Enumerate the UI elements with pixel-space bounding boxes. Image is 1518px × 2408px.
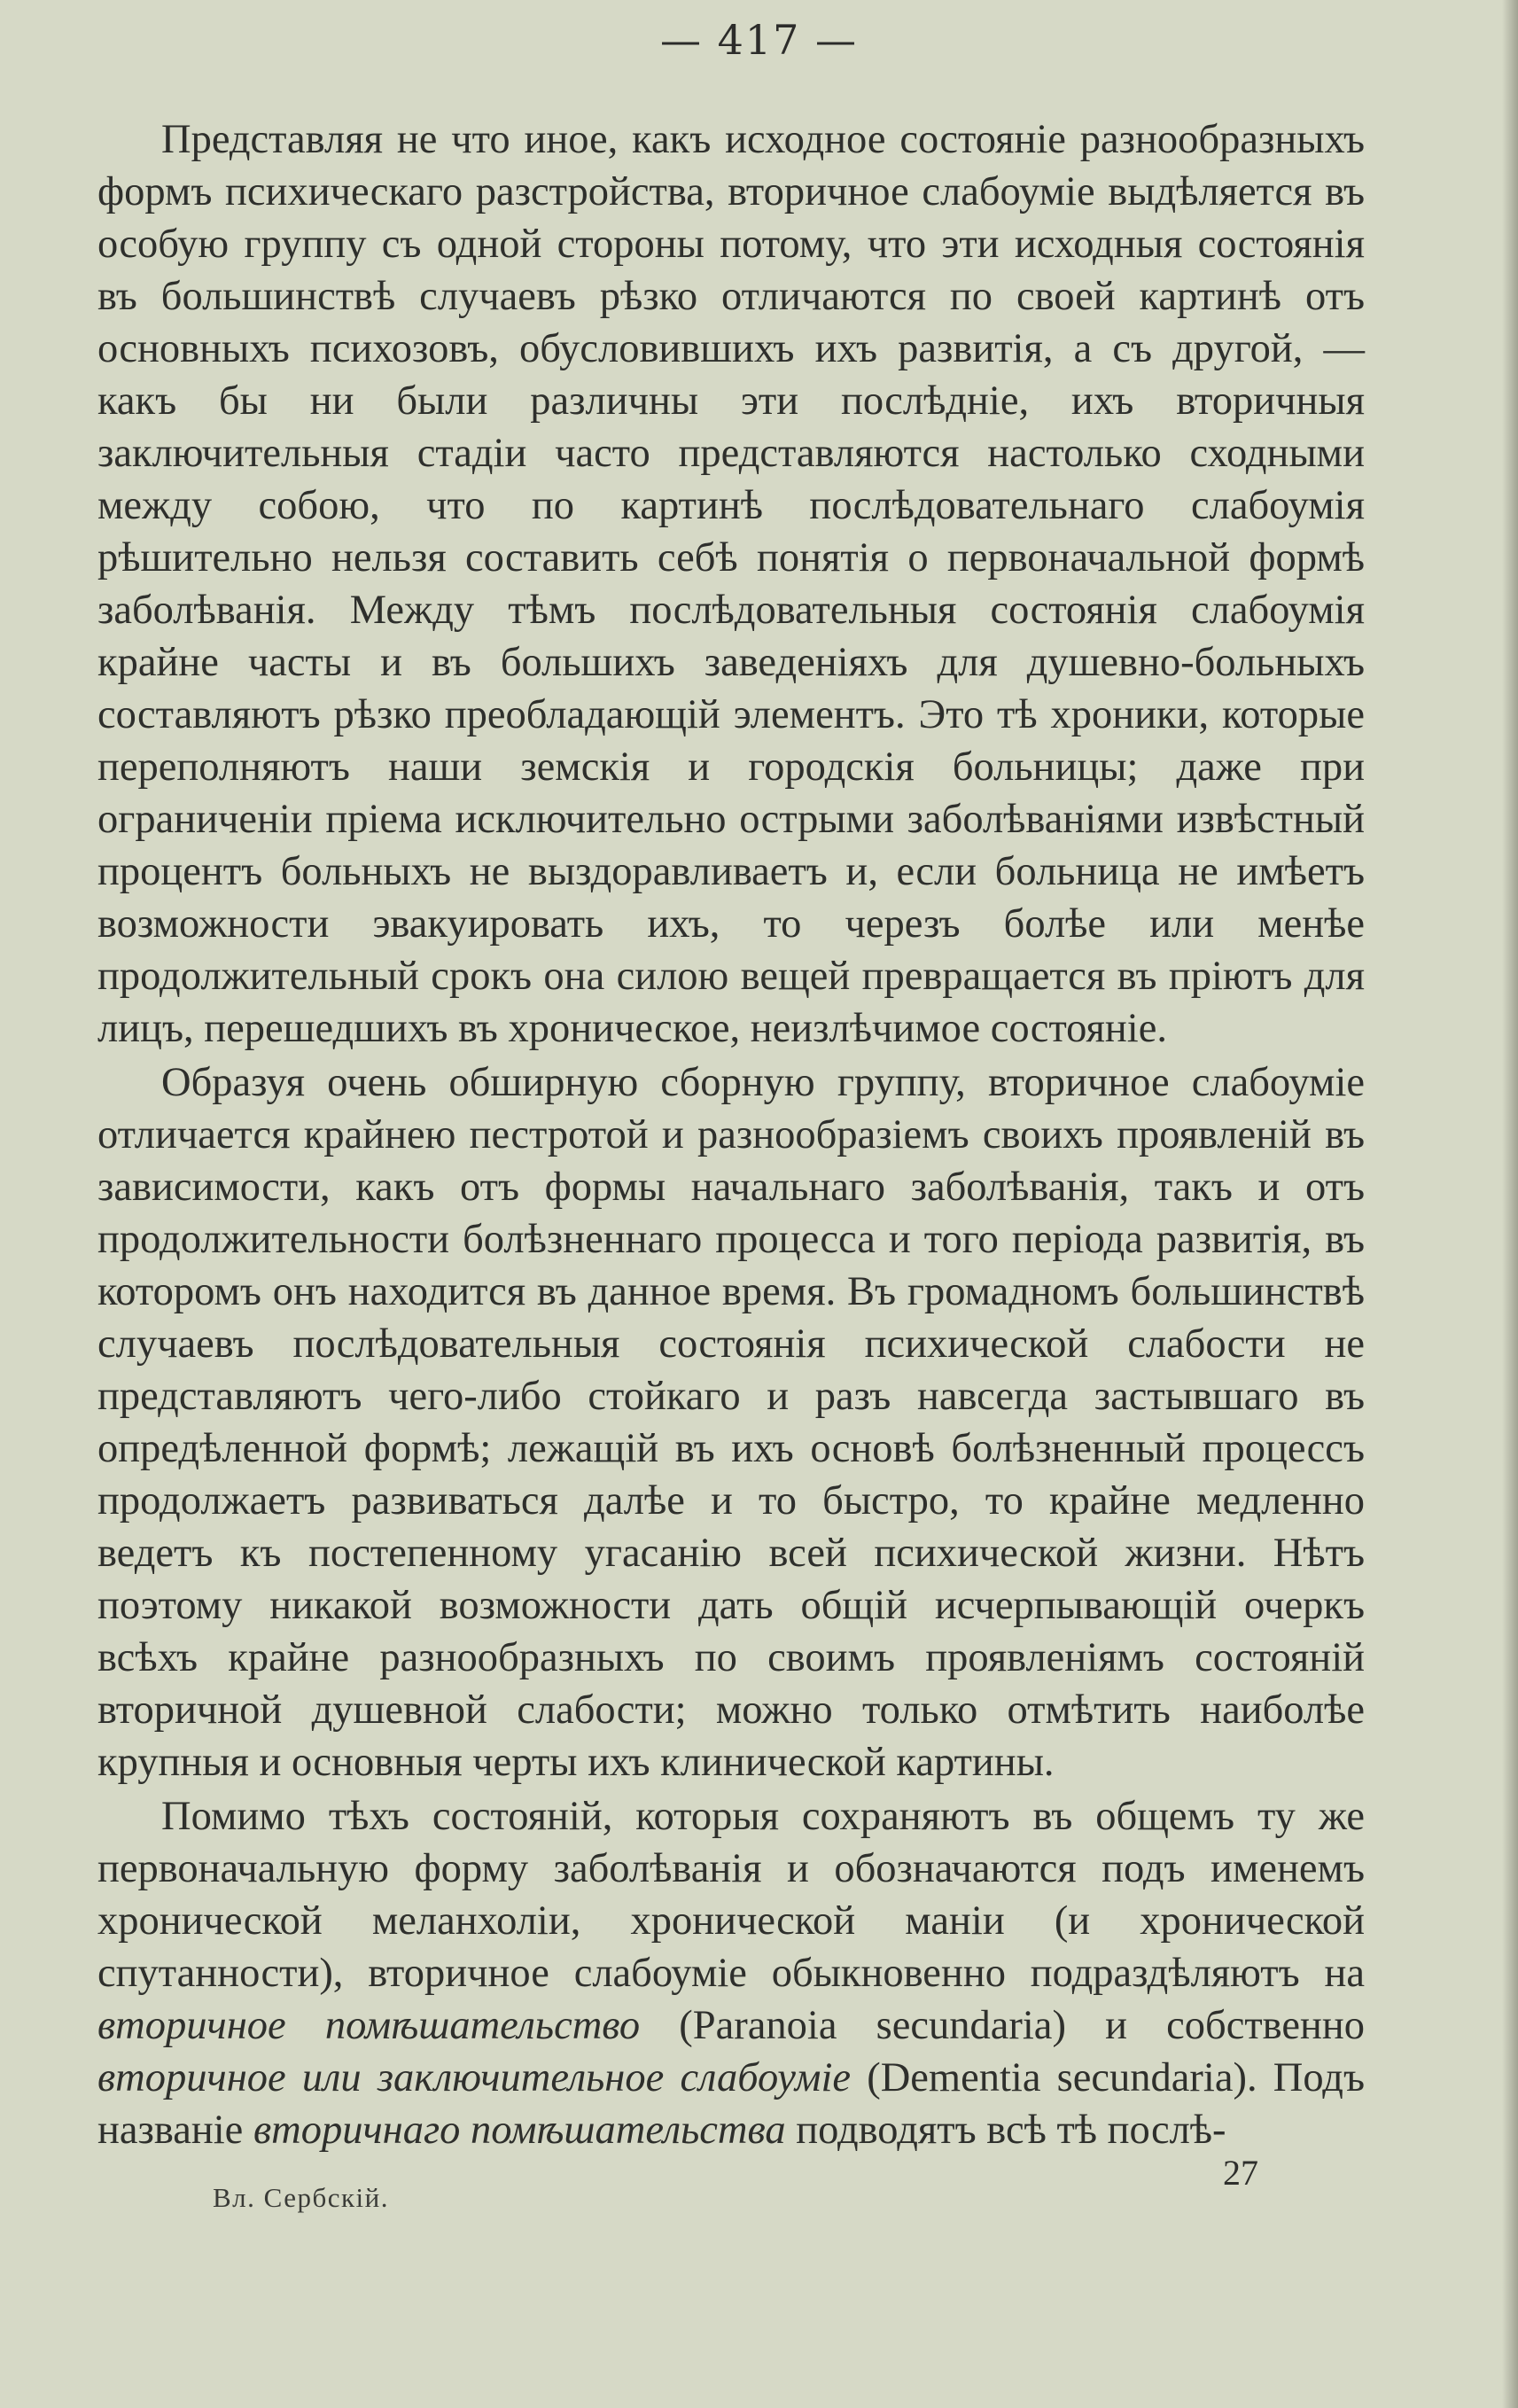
text-run: Помимо тѣхъ состояній, которыя сохраняютъ въ общемъ ту же первоначальную форму заболѣванія и обозначаются подъ именемъ хронической меланхоліи, хронической маніи (и хронической спутанности), вторичное слабоуміе обыкновенно подраздѣляютъ на: [97, 1794, 1365, 1996]
text-run: подводятъ всѣ тѣ послѣ-: [785, 2108, 1226, 2153]
paragraph: [97, 1056, 1365, 1788]
footer-author: Вл. Сербскій.: [213, 2182, 390, 2213]
page-edge-shadow: [1502, 0, 1518, 2408]
italic-term: вторичное помѣшательство: [97, 2003, 641, 2048]
text-run: (Paranoia secundaria) и собственно: [640, 2003, 1365, 2048]
text-run: (Dementia secundaria). Подъ названіе: [97, 2055, 1365, 2153]
italic-term: вторичнаго помѣшательства: [253, 2108, 786, 2153]
italic-term: вторичное или заключительное слабоуміе: [97, 2055, 852, 2100]
paragraph: [97, 113, 1365, 1055]
text-run: Образуя очень обширную сборную группу, вторичное слабоуміе отличается крайнею пестротой и разнообразіемъ своихъ проявленій въ зависимости, какъ отъ формы начальнаго заболѣванія, такъ и отъ продолжительности болѣзненнаго процесса и того періода развитія, въ которомъ онъ находится въ данное время. Въ громадномъ большинствѣ случаевъ послѣдовательныя состоянія психической слабости не представляютъ чего-либо стойкаго и разъ навсегда застывшаго въ опредѣленной формѣ; лежащій въ ихъ основѣ болѣзненный процессъ продолжаетъ развиваться далѣе и то быстро, то крайне медленно ведетъ къ постепенному угасанію всей психической жизни. Нѣтъ поэтому никакой возможности дать общій исчерпывающій очеркъ всѣхъ крайне разнообразныхъ по своимъ проявленіямъ состояній вторичной душевной слабости; можно только отмѣтить наиболѣе крупныя и основныя черты ихъ клинической картины.: [97, 1060, 1365, 1785]
signature-mark: 27: [1223, 2153, 1258, 2193]
page-number: — 417 —: [659, 16, 859, 64]
text-run: Представляя не что иное, какъ исходное состояніе разнообразныхъ формъ психическаго разстройства, вторичное слабоуміе выдѣляется въ особую группу съ одной стороны потому, что эти исходныя состоянія въ большинствѣ случаевъ рѣзко отличаются по своей картинѣ отъ основныхъ психозовъ, обусловившихъ ихъ развитія, а съ другой, — какъ бы ни были различны эти послѣдніе, ихъ вторичныя заключительныя стадіи часто представляются настолько сходными между собою, что по картинѣ послѣдовательнаго слабоумія рѣшительно нельзя составить себѣ понятія о первоначальной формѣ заболѣванія. Между тѣмъ послѣдовательныя состоянія слабоумія крайне часты и въ большихъ заведеніяхъ для душевно-больныхъ составляютъ рѣзко преобладающій элементъ. Это тѣ хроники, которые переполняютъ наши земскія и городскія больницы; даже при ограниченіи пріема исключительно острыми заболѣваніями извѣстный процентъ больныхъ не выздоравливаетъ и, если больница не имѣетъ возможности эвакуировать ихъ, то черезъ болѣе или менѣе продолжительный срокъ она силою вещей превращается въ пріютъ для лицъ, перешедшихъ въ хроническое, неизлѣчимое состояніе.: [97, 117, 1365, 1051]
paragraph: [97, 1790, 1365, 2156]
body-text: [97, 113, 1365, 2158]
